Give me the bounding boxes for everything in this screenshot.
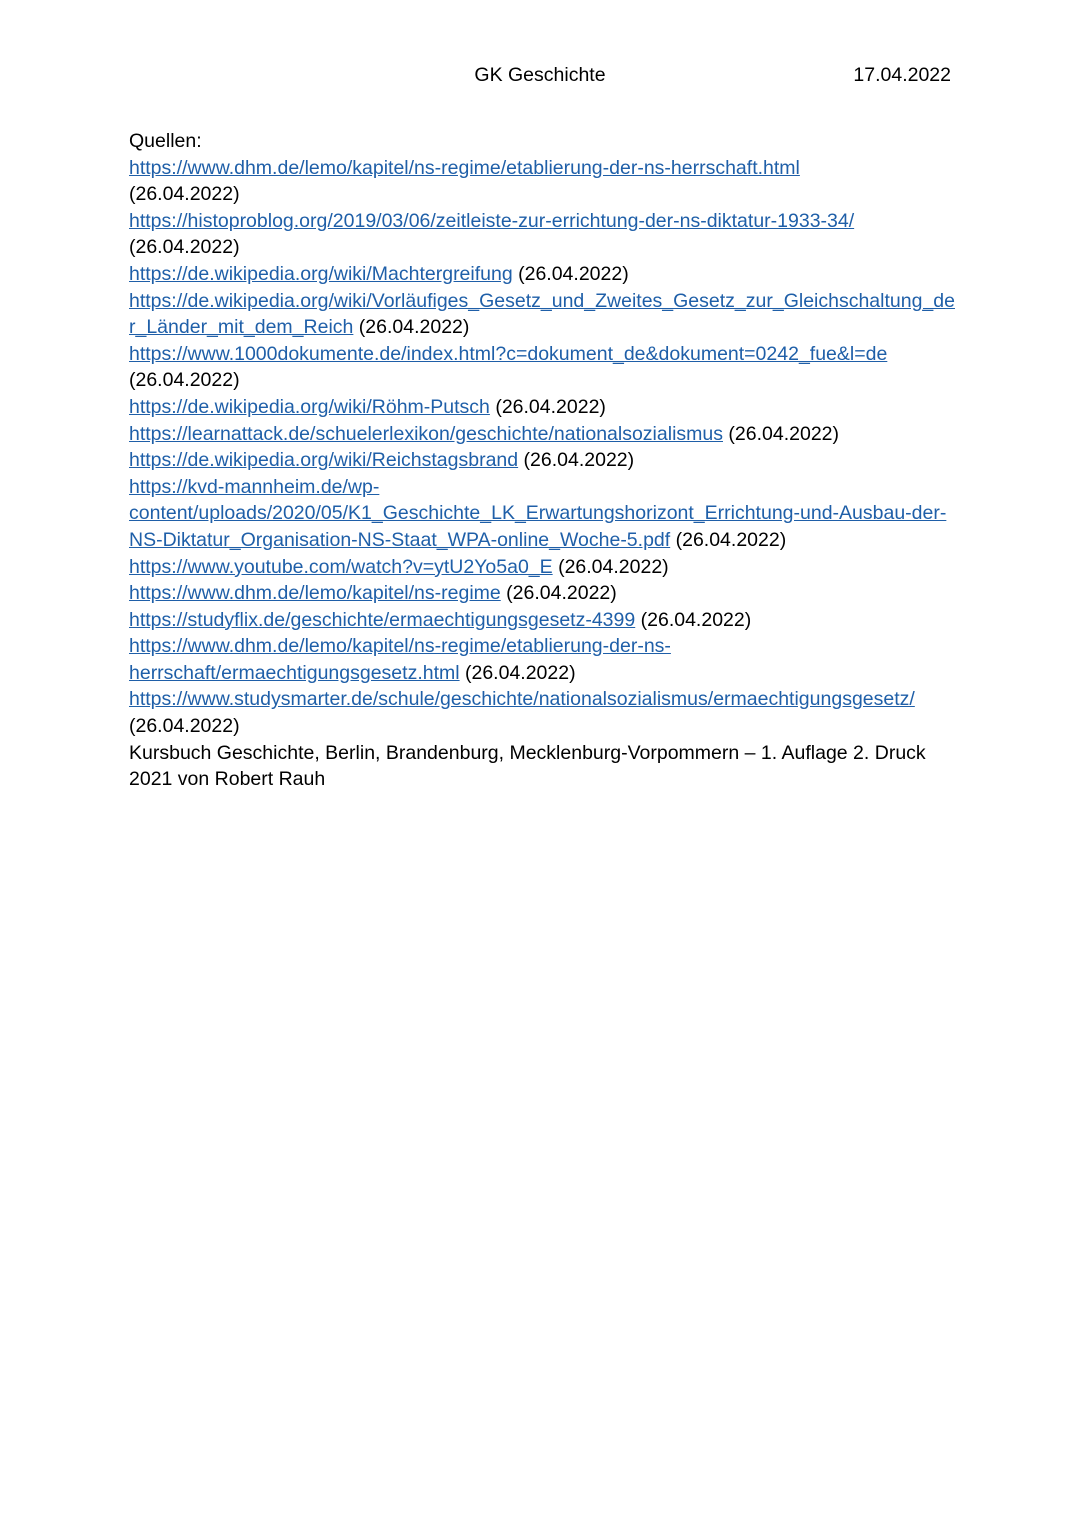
access-date: (26.04.2022) [495, 395, 606, 418]
page-header [129, 64, 951, 92]
book-reference: Kursbuch Geschichte, Berlin, Brandenburg, Mecklenburg-Vorpommern – 1. Auflage 2. Druck 2021 von Robert Rauh [129, 741, 926, 791]
access-date: (26.04.2022) [675, 528, 787, 551]
source-link[interactable]: https://de.wikipedia.org/wiki/Vorläufiges_Gesetz_und_Zweites_Gesetz_zur_Gleichschaltung_der_Länder_mit_dem_Reich [129, 289, 955, 339]
source-link[interactable]: https://www.youtube.com/watch?v=ytU2Yo5a0_E [129, 555, 553, 578]
access-date: (26.04.2022) [358, 316, 470, 339]
source-link[interactable]: https://www.dhm.de/lemo/kapitel/ns-regime/etablierung-der-ns-herrschaft/ermaechtigungsgesetz.html [129, 635, 671, 684]
header-date: 17.04.2022 [853, 64, 951, 86]
source-link[interactable]: https://histoproblog.org/2019/03/06/zeitleiste-zur-errichtung-der-ns-diktatur-1933-34/ [129, 209, 855, 232]
source-item [129, 288, 957, 341]
access-date: (26.04.2022) [465, 661, 576, 684]
access-date: (26.04.2022) [129, 715, 240, 738]
source-item [129, 580, 957, 607]
source-item [129, 261, 957, 288]
source-link[interactable]: https://www.1000dokumente.de/index.html?c=dokument_de&dokument=0242_fue&l=de [129, 342, 888, 365]
source-link[interactable]: https://www.dhm.de/lemo/kapitel/ns-regime [129, 582, 501, 605]
access-date: (26.04.2022) [129, 236, 240, 259]
access-date: (26.04.2022) [129, 183, 240, 206]
source-link[interactable]: https://de.wikipedia.org/wiki/Röhm-Putsch [129, 395, 490, 418]
course-title: GK Geschichte [474, 64, 606, 86]
access-date: (26.04.2022) [728, 422, 840, 445]
source-link[interactable]: https://kvd-mannheim.de/wp-content/uploads/2020/05/K1_Geschichte_LK_Erwartungshorizont_Errichtung-und-Ausbau-der-NS-Diktatur_Organisation-NS-Staat_WPA-online_Woche-5.pdf [129, 475, 947, 551]
source-item [129, 155, 957, 208]
source-item [129, 341, 957, 394]
sources-heading: Quellen: [129, 130, 202, 152]
source-item [129, 607, 957, 634]
source-link[interactable]: https://de.wikipedia.org/wiki/Reichstagsbrand [129, 449, 519, 472]
access-date: (26.04.2022) [518, 262, 629, 285]
source-item [129, 686, 957, 739]
source-list [129, 155, 957, 740]
source-item [129, 421, 957, 448]
source-item [129, 208, 957, 261]
source-item [129, 394, 957, 421]
access-date: (26.04.2022) [506, 582, 617, 605]
source-link[interactable]: https://de.wikipedia.org/wiki/Machtergreifung [129, 262, 513, 285]
source-item [129, 554, 957, 581]
source-item [129, 474, 957, 554]
access-date: (26.04.2022) [558, 555, 669, 578]
access-date: (26.04.2022) [523, 449, 635, 472]
source-link[interactable]: https://learnattack.de/schuelerlexikon/geschichte/nationalsozialismus [129, 422, 723, 445]
access-date: (26.04.2022) [640, 608, 752, 631]
source-item [129, 447, 957, 474]
source-link[interactable]: https://studyflix.de/geschichte/ermaechtigungsgesetz-4399 [129, 608, 636, 631]
source-link[interactable]: https://www.dhm.de/lemo/kapitel/ns-regime/etablierung-der-ns-herrschaft.html [129, 156, 800, 179]
source-item [129, 633, 957, 686]
source-link[interactable]: https://www.studysmarter.de/schule/geschichte/nationalsozialismus/ermaechtigungsgesetz/ [129, 688, 915, 711]
sources-section [129, 128, 957, 793]
access-date: (26.04.2022) [129, 369, 240, 392]
